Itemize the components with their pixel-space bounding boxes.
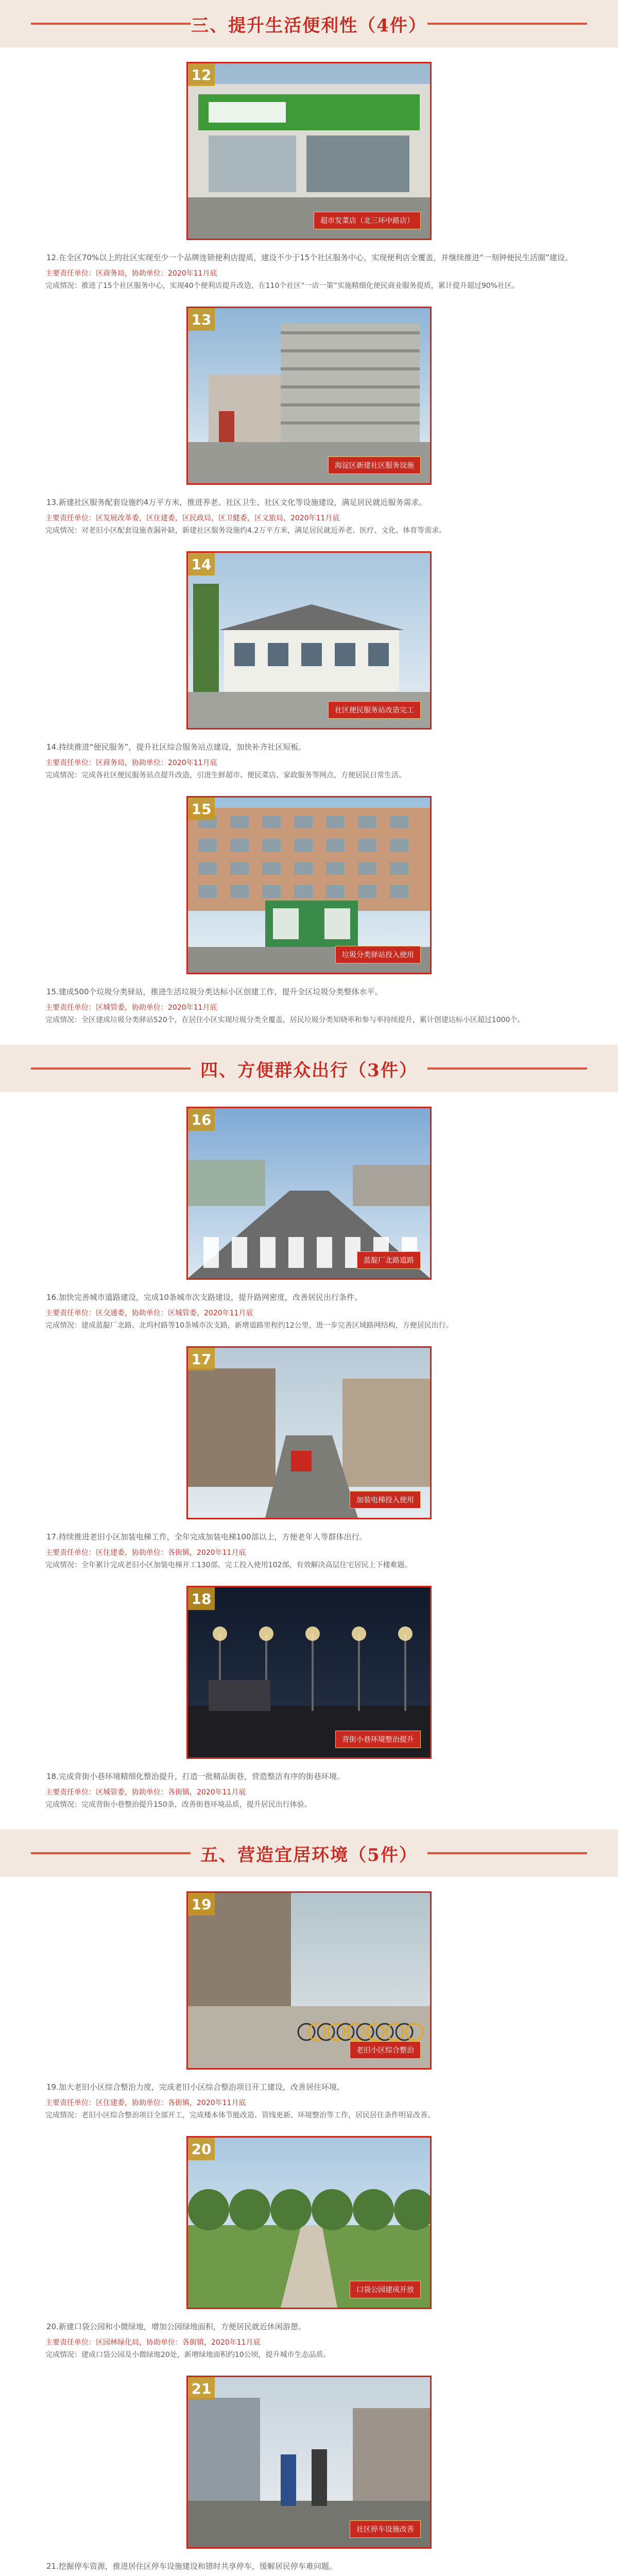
photo-caption: 海淀区新建社区服务设施	[328, 456, 421, 474]
initiative-item	[0, 551, 618, 782]
photo-caption: 社区停车设施改善	[350, 2520, 421, 2538]
completion-status: 完成情况：建成口袋公园及小微绿地20处，新增绿地面积约10公顷，提升城市生态品质。	[45, 2351, 331, 2359]
item-number-badge: 13	[188, 308, 215, 331]
item-number-badge: 21	[188, 2377, 215, 2400]
completion-status: 完成情况：完成各社区便民服务站点提升改造，引进生鲜超市、便民菜店、家政服务等网点，方便居民日常生活。	[45, 771, 406, 779]
item-meta	[31, 2097, 587, 2122]
completion-status: 完成情况：全年累计完成老旧小区加装电梯开工130部，完工投入使用102部，有效解决高层住宅居民上下楼难题。	[45, 1561, 412, 1569]
item-number-badge: 12	[188, 63, 215, 86]
item-meta	[31, 1547, 587, 1571]
responsible-units: 主要责任单位：区商务局，协助单位：2020年11月底	[45, 269, 217, 278]
section-header	[0, 1829, 618, 1877]
item-description: 19.加大老旧小区综合整治力度，完成老旧小区综合整治项目开工建设，改善居住环境。	[46, 2082, 345, 2092]
responsible-units: 主要责任单位：区城管委，协助单位：2020年11月底	[45, 1004, 217, 1012]
header-rule-right	[427, 23, 587, 25]
completion-status: 完成情况：对老旧小区配套设施查漏补缺，新建社区服务设施约4.2万平方米，满足居民就近养老、医疗、文化、体育等需求。	[45, 527, 447, 535]
item-meta	[31, 1002, 587, 1026]
initiative-item	[0, 2376, 618, 2576]
initiative-photo	[186, 1891, 432, 2070]
item-number-badge: 17	[188, 1348, 215, 1370]
item-description: 21.挖掘停车资源，推进居住区停车设施建设和错时共享停车，缓解居民停车难问题。	[46, 2562, 337, 2571]
responsible-units: 主要责任单位：区住建委，协助单位：各街镇，2020年11月底	[45, 1549, 246, 1557]
initiative-item	[0, 1586, 618, 1811]
photo-caption: 垃圾分类驿站投入使用	[335, 946, 421, 963]
item-number-badge: 14	[188, 553, 215, 575]
item-meta	[31, 512, 587, 537]
photo-caption: 超市发菜店（北三环中路店）	[314, 212, 421, 229]
photo-caption: 背街小巷环境整治提升	[335, 1731, 421, 1748]
initiative-photo	[186, 1346, 432, 1519]
header-rule-left	[31, 1852, 191, 1854]
item-description: 18.完成背街小巷环境精细化整治提升，打造一批精品街巷，营造整洁有序的街巷环境。	[46, 1772, 345, 1781]
initiative-item	[0, 2136, 618, 2361]
item-number-badge: 19	[188, 1893, 215, 1916]
item-description: 15.建成500个垃圾分类驿站，推进生活垃圾分类达标小区创建工作，提升全区垃圾分类整体水平。	[46, 987, 383, 996]
initiative-item	[0, 1891, 618, 2122]
item-description: 16.加快完善城市道路建设，完成10条城市次支路建设，提升路网密度，改善居民出行条件。	[46, 1293, 362, 1302]
initiative-photo	[186, 1107, 432, 1280]
section-title: 五、营造宜居环境（5件）	[200, 1844, 418, 1866]
section-header	[0, 0, 618, 47]
section-title: 三、提升生活便利性（4件）	[191, 15, 427, 36]
photo-caption: 加装电梯投入使用	[350, 1491, 421, 1509]
completion-status: 完成情况：推进了15个社区服务中心，实现40个便利店提升改造，在110个社区“一店一策”实施精细化便民商业服务提质，累计提升超过90%社区。	[45, 282, 519, 290]
header-rule-left	[31, 1067, 191, 1070]
item-number-badge: 18	[188, 1587, 215, 1610]
item-meta	[31, 757, 587, 782]
section-title: 四、方便群众出行（3件）	[200, 1060, 418, 1081]
item-number-badge: 20	[188, 2138, 215, 2160]
completion-status: 完成情况：全区建成垃圾分类驿站520个，在居住小区实现垃圾分类全覆盖，居民垃圾分类知晓率和参与率持续提升，累计创建达标小区超过1000个。	[45, 1016, 525, 1024]
initiative-item	[0, 796, 618, 1026]
initiative-item	[0, 62, 618, 292]
responsible-units: 主要责任单位：区住建委，协助单位：各街镇，2020年11月底	[45, 2099, 246, 2107]
responsible-units: 主要责任单位：区商务局，协助单位：2020年11月底	[45, 759, 217, 767]
initiative-photo	[186, 551, 432, 730]
photo-caption: 口袋公园建成开放	[350, 2281, 421, 2298]
initiative-item	[0, 307, 618, 537]
initiative-photo	[186, 2376, 432, 2549]
item-description: 13.新建社区服务配套设施约4万平方米，推进养老、社区卫生、社区文化等设施建设，满足居民就近服务需求。	[46, 498, 427, 507]
initiative-photo	[186, 796, 432, 974]
completion-status: 完成情况：建成蓝靛厂北路、北坞村路等10条城市次支路，新增道路里程约12公里，进一步完善区域路网结构，方便居民出行。	[45, 1321, 453, 1330]
item-description: 14.持续推进“便民服务”，提升社区综合服务站点建设，加快补齐社区短板。	[46, 742, 306, 752]
item-description: 17.持续推进老旧小区加装电梯工作，全年完成加装电梯100部以上，方便老年人等群体出行。	[46, 1532, 367, 1541]
initiative-item	[0, 1346, 618, 1571]
item-meta	[31, 1307, 587, 1332]
photo-caption: 老旧小区综合整治	[350, 2041, 421, 2059]
completion-status: 完成情况：老旧小区综合整治项目全部开工，完成楼本体节能改造、管线更新、环境整治等工作，居民居住条件明显改善。	[45, 2111, 435, 2120]
item-meta	[31, 1786, 587, 1811]
initiative-photo	[186, 1586, 432, 1759]
initiative-photo	[186, 62, 432, 240]
responsible-units: 主要责任单位：区交通委，协助单位：区城管委，2020年11月底	[45, 1309, 253, 1317]
initiative-item	[0, 1107, 618, 1332]
header-rule-left	[31, 23, 191, 25]
responsible-units: 主要责任单位：区发展改革委，区住建委，区民政局，区卫健委，区文旅局，2020年11月底	[45, 514, 340, 522]
item-description: 20.新建口袋公园和小微绿地，增加公园绿地面积，方便居民就近休闲游憩。	[46, 2322, 306, 2331]
completion-status: 完成情况：完成背街小巷整治提升150条，改善街巷环境品质，提升居民出行体验。	[45, 1801, 312, 1809]
initiative-photo	[186, 2136, 432, 2309]
responsible-units: 主要责任单位：区城管委，协助单位：各街镇，2020年11月底	[45, 1788, 246, 1797]
item-number-badge: 15	[188, 798, 215, 820]
photo-caption: 社区便民服务站改造完工	[328, 701, 421, 719]
item-number-badge: 16	[188, 1108, 215, 1131]
item-meta	[31, 2336, 587, 2361]
initiative-photo	[186, 307, 432, 485]
item-meta	[31, 267, 587, 292]
header-rule-right	[427, 1067, 587, 1070]
header-rule-right	[427, 1852, 587, 1854]
item-description: 12.在全区70%以上的社区实现至少一个品牌连锁便利店提质，建设不少于15个社区服务中心，实现便利店全覆盖，并继续推进“一刻钟便民生活圈”建设。	[46, 253, 573, 262]
section-header	[0, 1045, 618, 1092]
photo-caption: 蓝靛厂北路道路	[357, 1251, 421, 1269]
responsible-units: 主要责任单位：区园林绿化局，协助单位：各街镇，2020年11月底	[45, 2338, 261, 2347]
